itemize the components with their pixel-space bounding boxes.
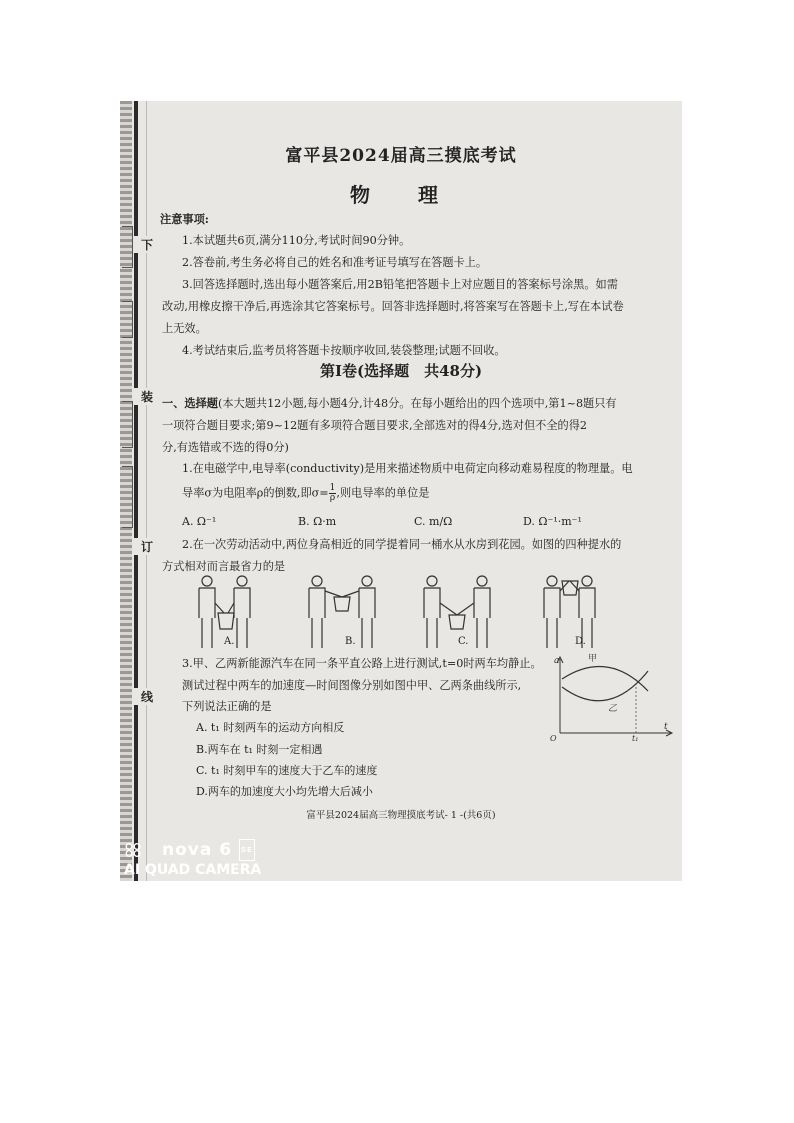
- q2-label-a: A.: [224, 636, 235, 647]
- q3-at-graph: [548, 651, 678, 741]
- camera-watermark: [124, 839, 261, 879]
- y-axis: [557, 657, 563, 733]
- section-title: 第Ⅰ卷(选择题 共48分): [319, 362, 483, 380]
- q1-stem: 1.在电磁学中,电导率(conductivity)是用来描述物质中电荷定向移动难易程度的物理量。电: [182, 462, 633, 475]
- curve-yi: [562, 671, 648, 701]
- curve-yi-label: 乙: [608, 704, 618, 714]
- binding-mark-xian: 线: [134, 688, 160, 705]
- exam-title: 富平县2024届高三摸底考试: [285, 146, 517, 166]
- q1-stem-formula: [182, 484, 429, 503]
- q1-fraction-num: 1: [329, 483, 336, 493]
- q3-option-c: C. t₁ 时刻甲车的速度大于乙车的速度: [196, 764, 378, 777]
- q2-label-c: C.: [458, 636, 469, 647]
- exam-paper-photo: [120, 101, 682, 881]
- page-footer: 富平县2024届高三物理摸底考试- 1 -(共6页): [306, 810, 496, 821]
- notice-item: 1.本试题共6页,满分110分,考试时间90分钟。: [182, 234, 411, 247]
- camera-model: nova 6: [162, 840, 233, 860]
- q2-label-b: B.: [345, 636, 356, 647]
- q3-option-a: A. t₁ 时刻两车的运动方向相反: [196, 721, 345, 734]
- section-intro-line: 分,有选错或不选的得0分): [162, 441, 289, 454]
- q3-stem: 3.甲、乙两新能源汽车在同一条平直公路上进行测试,t=0时两车均静止。: [182, 657, 542, 670]
- q3-option-b: B.两车在 t₁ 时刻一定相遇: [196, 743, 323, 756]
- margin-box: [122, 401, 133, 448]
- subject-title: 物 理: [350, 183, 452, 207]
- x-axis-label: t: [664, 722, 668, 732]
- notice-item: 2.答卷前,考生务必将自己的姓名和准考证号填写在答题卡上。: [182, 256, 488, 269]
- q1-stem-pre: 导率σ为电阻率ρ的倒数,即σ=: [182, 486, 329, 500]
- q1-fraction-den: ρ: [329, 493, 336, 503]
- q1-option-d: D. Ω⁻¹·m⁻¹: [523, 515, 582, 528]
- section-intro: [162, 395, 617, 411]
- q1-option-a: A. Ω⁻¹: [182, 515, 217, 528]
- section-intro-line: 一项符合题目要求;第9~12题有多项符合题目要求,全部选对的得4分,选对但不全的得2: [162, 419, 588, 432]
- notice-item: 4.考试结束后,监考员将答题卡按顺序收回,装袋整理;试题不回收。: [182, 344, 506, 357]
- q2-stem-line2: 方式相对而言最省力的是: [162, 560, 286, 573]
- x-axis: [560, 730, 672, 736]
- camera-subtitle: AI QUAD CAMERA: [124, 862, 262, 878]
- section-intro-text: (本大题共12小题,每小题4分,计48分。在每小题给出的四个选项中,第1~8题只有: [217, 397, 617, 410]
- t1-label: t₁: [632, 734, 639, 741]
- curve-jia-label: 甲: [588, 654, 598, 664]
- camera-badge: SE: [239, 839, 255, 861]
- section-intro-label: 一、选择题: [162, 396, 218, 410]
- notice-item: 改动,用橡皮擦干净后,再选涂其它答案标号。回答非选择题时,将答案写在答题卡上,写在本试卷: [162, 300, 624, 313]
- q3-stem-line2: 测试过程中两车的加速度—时间图像分别如图中甲、乙两条曲线所示,: [182, 679, 522, 692]
- binding-seam: [134, 101, 138, 881]
- binding-mark-zhuang: 装: [134, 388, 160, 405]
- margin-line: [146, 101, 153, 881]
- curve-jia: [562, 667, 648, 692]
- y-axis-label: a: [554, 656, 560, 666]
- figure-c: [424, 576, 490, 648]
- q3-option-d: D.两车的加速度大小均先增大后减小: [196, 785, 373, 798]
- q2-stem: 2.在一次劳动活动中,两位身高相近的同学提着同一桶水从水房到花园。如图的四种提水的: [182, 538, 622, 551]
- margin-box: [122, 226, 133, 268]
- margin-box: [122, 301, 133, 338]
- q1-stem-post: ,则电导率的单位是: [336, 486, 430, 500]
- q1-option-b: B. Ω·m: [298, 515, 337, 528]
- q1-option-c: C. m/Ω: [414, 515, 453, 528]
- margin-box: [122, 466, 133, 528]
- camera-model-line: [124, 839, 261, 861]
- figure-d: [544, 576, 595, 648]
- binding-mark-ding: 订: [134, 538, 160, 555]
- notice-item: 3.回答选择题时,选出每小题答案后,用2B铅笔把答题卡上对应题目的答案标号涂黑。如需: [182, 278, 618, 291]
- origin-label: O: [550, 734, 557, 741]
- q3-stem-line3: 下列说法正确的是: [182, 700, 272, 713]
- binding-mark-xia: 下: [134, 236, 160, 253]
- notice-item: 上无效。: [162, 322, 207, 335]
- figure-b: [309, 576, 375, 648]
- q2-label-d: D.: [575, 636, 586, 647]
- camera-lens-icon: [124, 843, 154, 857]
- notice-heading: 注意事项:: [160, 212, 209, 226]
